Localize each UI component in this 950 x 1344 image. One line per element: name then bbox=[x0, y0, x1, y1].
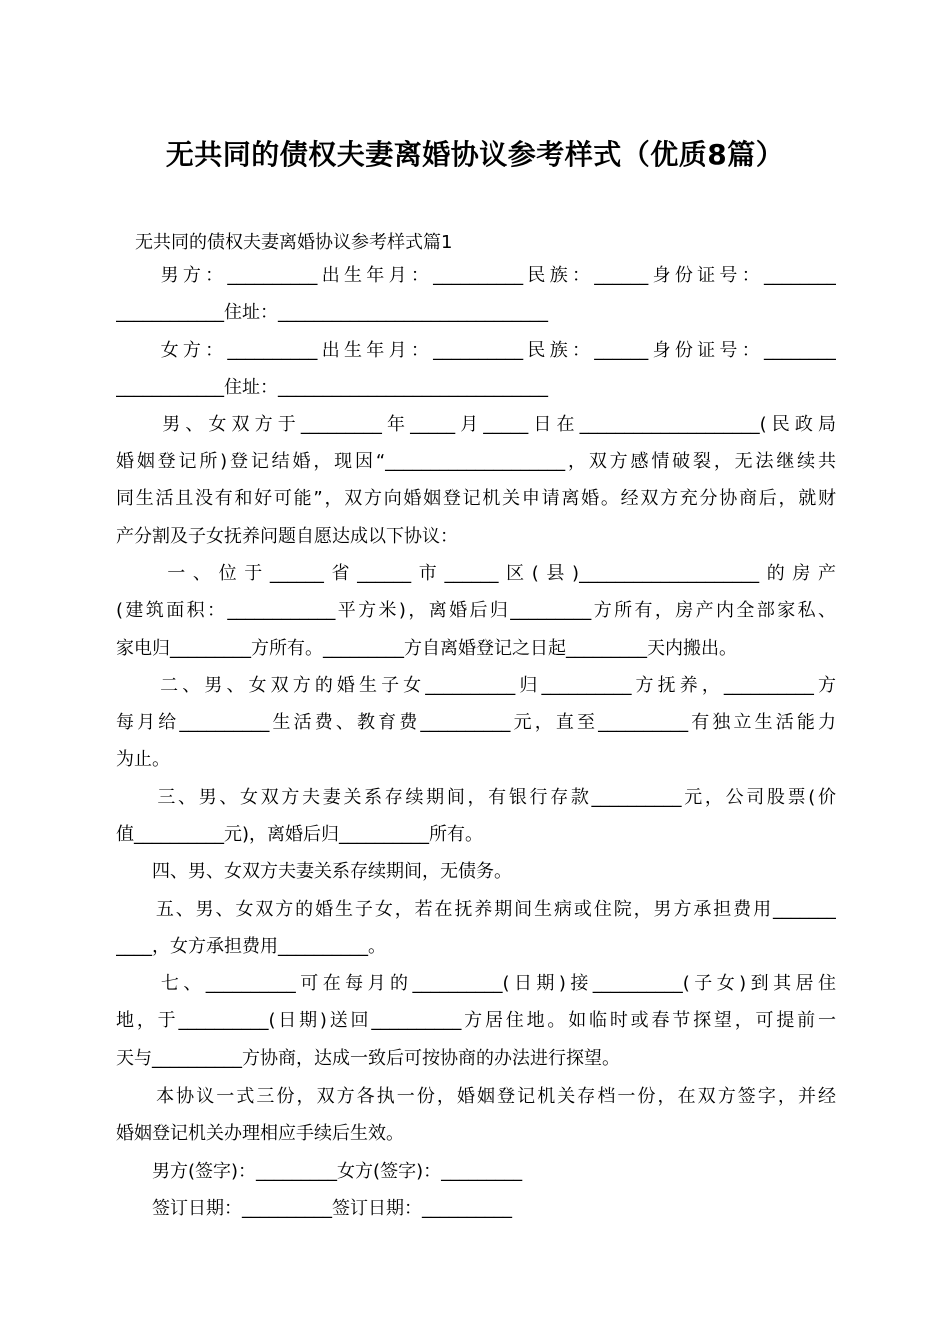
paragraph-line: 男方：__________出生年月：__________民族：______身份证号：________ bbox=[116, 265, 836, 286]
paragraph-line: 同生活且没有和好可能”，双方向婚姻登记机关申请离婚。经双方充分协商后，就财 bbox=[116, 488, 836, 509]
paragraph-line: 一、位于______省______市______区(县)____________________的房产 bbox=[116, 563, 836, 584]
section-heading: 无共同的债权夫妻离婚协议参考样式篇1 bbox=[135, 232, 453, 253]
paragraph-line: ____________住址：______________________________ bbox=[116, 302, 548, 323]
paragraph-line: 三、男、女双方夫妻关系存续期间，有银行存款__________元，公司股票(价 bbox=[116, 787, 836, 808]
paragraph-line: 四、男、女双方夫妻关系存续期间，无债务。 bbox=[116, 861, 512, 882]
paragraph-line: 家电归_________方所有。_________方自离婚登记之日起_________天内搬出。 bbox=[116, 638, 737, 659]
paragraph-line: 天与__________方协商，达成一致后可按协商的办法进行探望。 bbox=[116, 1048, 620, 1069]
paragraph-line: 地，于__________(日期)送回__________方居住地。如临时或春节探望，可提前一 bbox=[116, 1010, 836, 1031]
paragraph-line: 七、__________可在每月的__________(日期)接__________(子女)到其居住 bbox=[116, 973, 836, 994]
paragraph-line: 二、男、女双方的婚生子女__________归__________方抚养，__________方 bbox=[116, 675, 836, 696]
paragraph-line: 本协议一式三份，双方各执一份，婚姻登记机关存档一份，在双方签字，并经 bbox=[116, 1086, 836, 1107]
paragraph-line: 值__________元)，离婚后归__________所有。 bbox=[116, 824, 484, 845]
paragraph-line: 女方：__________出生年月：__________民族：______身份证号：________ bbox=[116, 340, 836, 361]
document-title: 无共同的债权夫妻离婚协议参考样式（优质8篇） bbox=[165, 138, 785, 171]
paragraph-line: 每月给__________生活费、教育费__________元，直至__________有独立生活能力 bbox=[116, 712, 836, 733]
date-line: 签订日期：__________签订日期：__________ bbox=[116, 1198, 512, 1219]
signature-line: 男方(签字)：_________女方(签字)：_________ bbox=[116, 1161, 523, 1182]
paragraph-line: 为止。 bbox=[116, 749, 170, 770]
paragraph-line: (建筑面积：____________平方米)，离婚后归_________方所有，房产内全部家私、 bbox=[116, 600, 836, 621]
paragraph-line: ____________住址：______________________________ bbox=[116, 377, 548, 398]
paragraph-line: 产分割及子女抚养问题自愿达成以下协议： bbox=[116, 526, 458, 547]
paragraph-line: 婚姻登记机关办理相应手续后生效。 bbox=[116, 1123, 404, 1144]
paragraph-line: 婚姻登记所)登记结婚，现因“____________________，双方感情破裂，无法继续共 bbox=[116, 451, 836, 472]
paragraph-line: 五、男、女双方的婚生子女，若在抚养期间生病或住院，男方承担费用_______ bbox=[116, 899, 836, 920]
paragraph-line: ____，女方承担费用__________。 bbox=[116, 936, 386, 957]
paragraph-line: 男、女双方于_________年_____月_____日在____________________(民政局 bbox=[116, 414, 836, 435]
